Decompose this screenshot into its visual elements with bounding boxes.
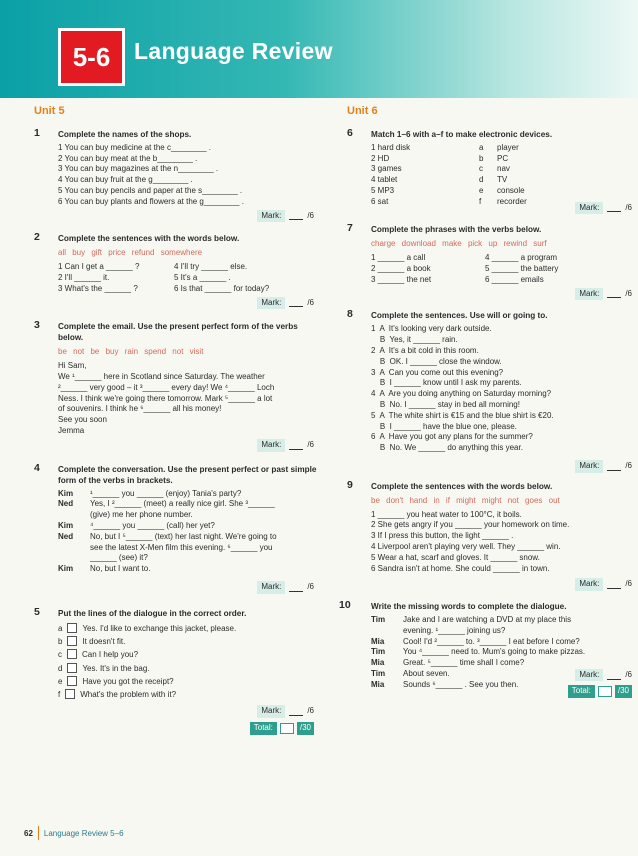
exercise-instruction: Complete the sentences. Use will or going to. <box>371 311 548 321</box>
total-input[interactable] <box>280 723 294 734</box>
mark-label: Mark: <box>575 460 603 473</box>
word-box: be don't hand in if might might not goes out <box>371 495 560 505</box>
list-item <box>34 622 324 635</box>
list-item: B No. We ______ do anything this year. <box>371 443 523 453</box>
list-item: B I ______ have the blue one, please. <box>371 421 517 431</box>
match-right: nav <box>497 164 510 174</box>
mark-row <box>347 578 632 591</box>
exercise-instruction: Complete the phrases with the verbs below. <box>371 225 542 235</box>
match-letter: e <box>479 185 484 195</box>
mark-label: Mark: <box>575 202 603 215</box>
match-letter: d <box>479 175 484 185</box>
exercise-9 <box>347 478 632 591</box>
mark-input[interactable] <box>607 580 621 589</box>
exercise-3 <box>34 321 324 451</box>
exercise-number: 6 <box>347 126 353 139</box>
list-item: 2 ______ a book <box>371 263 431 273</box>
mark-label: Mark: <box>575 288 603 301</box>
match-left: 4 tablet <box>371 175 398 185</box>
speaker: Tim <box>371 669 386 679</box>
dialogue-line: Cool! I'd ²______ to. ³______ I eat before I come? <box>403 636 580 646</box>
mark-row <box>34 439 314 452</box>
order-checkbox[interactable] <box>67 663 77 673</box>
list-item: 2 You can buy meat at the b________ . <box>58 153 198 163</box>
right-column <box>339 105 632 698</box>
sentence-grid <box>34 262 324 294</box>
item-text: Have you got the receipt? <box>82 676 174 686</box>
mark-total: /6 <box>625 579 632 589</box>
page-title: Language Review <box>134 38 333 64</box>
dialogue-line: evening. ¹______ joining us? <box>403 625 506 635</box>
mark-input[interactable] <box>607 462 621 471</box>
word-box: all buy gift price refund somewhere <box>58 248 203 258</box>
dialogue-line: Jake and I are watching a DVD at my place this <box>403 615 572 625</box>
exercise-number: 10 <box>339 599 351 612</box>
exercise-number: 5 <box>34 605 40 618</box>
exercise-number: 3 <box>34 319 40 332</box>
item-letter: d <box>58 663 63 673</box>
dialogue-line: No, but I ⁵______ (text) her last night. We're going to <box>90 531 277 541</box>
mark-row <box>347 460 632 473</box>
exercise-6 <box>347 126 632 215</box>
dialogue-line: Yes, I ²______ (meet) a really nice girl. She ³______ <box>90 499 275 509</box>
footer-divider <box>38 826 39 840</box>
list-item: 4 I'll try ______ else. <box>174 262 248 272</box>
word-box: charge download make pick up rewind surf <box>371 239 547 249</box>
mark-label: Mark: <box>257 210 285 223</box>
total-input[interactable] <box>598 686 612 697</box>
total-score <box>568 685 632 698</box>
mark-input[interactable] <box>607 671 621 680</box>
list-item: 5 You can buy pencils and paper at the s________ . <box>58 185 243 195</box>
mark-total: /6 <box>625 460 632 470</box>
list-item: 3 ______ the net <box>371 274 432 284</box>
mark-label: Mark: <box>257 581 285 594</box>
order-checkbox[interactable] <box>67 636 77 646</box>
exercise-instruction: Complete the email. Use the present perfect form of the verbs below. <box>58 322 298 343</box>
email-line: Jemma <box>58 425 85 435</box>
total-max: /30 <box>297 722 314 735</box>
total-max: /30 <box>615 685 632 698</box>
match-right: PC <box>497 153 509 163</box>
exercise-10 <box>339 599 632 698</box>
match-right: console <box>497 185 525 195</box>
speaker: Mia <box>371 679 385 689</box>
email-line: of souvenirs. I think he ⁶______ all his money! <box>58 404 222 414</box>
order-checkbox[interactable] <box>67 623 77 633</box>
mark-label: Mark: <box>257 705 285 718</box>
list-item: 3 You can buy magazines at the n________ . <box>58 164 219 174</box>
speaker: Kim <box>58 520 74 530</box>
match-letter: c <box>479 164 483 174</box>
speaker: Mia <box>371 636 385 646</box>
mark-total: /6 <box>307 706 314 716</box>
exercise-instruction: Put the lines of the dialogue in the correct order. <box>58 608 247 618</box>
speaker: Mia <box>371 658 385 668</box>
order-checkbox[interactable] <box>67 676 77 686</box>
mark-input[interactable] <box>289 583 303 592</box>
list-item: 6 A Have you got any plans for the summer? <box>371 432 533 442</box>
list-item: 2 I'll ______ it. <box>58 272 110 282</box>
speaker: Tim <box>371 615 386 625</box>
email-line: Hi Sam, <box>58 361 87 371</box>
word-box: be not be buy rain spend not visit <box>58 347 204 357</box>
exercise-5 <box>34 605 324 735</box>
mark-total: /6 <box>307 439 314 449</box>
dialogue-line: (give) me her phone number. <box>90 510 193 520</box>
exercise-4 <box>34 461 324 594</box>
item-text: Yes. I'd like to exchange this jacket, please. <box>82 623 237 633</box>
match-right: TV <box>497 175 508 185</box>
mark-label: Mark: <box>257 439 285 452</box>
exercise-7 <box>347 224 632 300</box>
list-item: 5 It's a ______ . <box>174 272 231 282</box>
list-item <box>34 635 324 648</box>
order-checkbox[interactable] <box>67 649 77 659</box>
item-text: What's the problem with it? <box>80 690 177 700</box>
page-footer <box>24 826 124 840</box>
left-column <box>34 106 324 735</box>
list-item: 4 A Are you doing anything on Saturday morning? <box>371 389 552 399</box>
page-banner <box>0 0 638 98</box>
dialogue-line: ¹______ you ______ (enjoy) Tania's party? <box>90 488 242 498</box>
list-item: B Yes, it ______ rain. <box>371 335 458 345</box>
mark-input[interactable] <box>289 298 303 307</box>
item-letter: f <box>58 690 61 700</box>
mark-row <box>34 581 314 594</box>
dialogue-line: ______ (see) it? <box>90 553 148 563</box>
dialogue-line: ⁴______ you ______ (call) her yet? <box>90 520 215 530</box>
exercise-number: 4 <box>34 461 40 474</box>
list-item: 5 A The white shirt is €15 and the blue shirt is €20. <box>371 410 554 420</box>
mark-label: Mark: <box>575 669 603 682</box>
mark-total: /6 <box>307 581 314 591</box>
list-item: 1 Can I get a ______ ? <box>58 262 140 272</box>
list-item <box>34 648 324 661</box>
footer-label: Language Review 5–6 <box>43 828 124 838</box>
list-item: 1 You can buy medicine at the c________ . <box>58 142 212 152</box>
dialogue-line: No, but I want to. <box>90 564 151 574</box>
list-item: 6 ______ emails <box>485 274 544 284</box>
list-item: 4 ______ a program <box>485 253 558 263</box>
item-text: Yes. It's in the bag. <box>82 663 150 673</box>
exercise-instruction: Complete the sentences with the words below. <box>371 481 553 491</box>
mark-total: /6 <box>625 288 632 298</box>
item-text: Can I help you? <box>82 650 139 660</box>
unit-badge: 5-6 <box>58 28 125 86</box>
match-grid <box>347 143 632 208</box>
list-item: 5 ______ the battery <box>485 263 559 273</box>
mark-input[interactable] <box>289 707 303 716</box>
unit6-title: Unit 6 <box>347 105 378 117</box>
phrase-grid <box>347 253 632 285</box>
mark-row <box>34 210 314 223</box>
list-item: 3 A Can you come out this evening? <box>371 367 504 377</box>
dialogue-line: About seven. <box>403 669 450 679</box>
match-letter: f <box>479 196 482 206</box>
exercise-number: 7 <box>347 222 353 235</box>
email-line: We ¹______ here in Scotland since Saturday. The weather <box>58 371 265 381</box>
list-item: B OK. I ______ close the window. <box>371 356 502 366</box>
speaker: Tim <box>371 647 386 657</box>
speaker: Kim <box>58 564 74 574</box>
dialogue <box>34 489 324 575</box>
list-item: 2 A It's a bit cold in this room. <box>371 345 479 355</box>
match-letter: a <box>479 142 484 152</box>
exercise-instruction: Write the missing words to complete the dialogue. <box>371 602 567 612</box>
list-item: 1 ______ a call <box>371 253 426 263</box>
speaker: Ned <box>58 499 74 509</box>
dialogue-line: Sounds ⁶______ . See you then. <box>403 679 519 689</box>
mark-total: /6 <box>625 202 632 212</box>
email-line: Ness. I think we're going there tomorrow. Mark ⁵______ a lot <box>58 393 273 403</box>
total-row <box>34 722 314 735</box>
total-label: Total: <box>250 722 277 735</box>
item-text: It doesn't fit. <box>82 637 126 646</box>
list-item <box>34 688 324 701</box>
mark-input[interactable] <box>289 441 303 450</box>
list-item: 3 If I press this button, the light ______ . <box>371 531 514 541</box>
list-item: 4 You can buy fruit at the g________ . <box>58 175 193 185</box>
list-item: B No. I ______ stay in bed all morning! <box>371 399 520 409</box>
exercise-8 <box>347 310 632 472</box>
match-right: player <box>497 142 519 152</box>
exercise-instruction: Match 1–6 with a–f to make electronic devices. <box>371 129 553 139</box>
item-letter: c <box>58 650 62 660</box>
unit5-title: Unit 5 <box>34 105 65 117</box>
list-item: 6 Is that ______ for today? <box>174 283 270 293</box>
email-line: ²______ very good – it ³______ every day! We ⁴______ Loch <box>58 382 275 392</box>
list-item: 1 ______ you heat water to 100°C, it boils. <box>371 509 522 519</box>
list-item: 2 She gets angry if you ______ your homework on time. <box>371 520 570 530</box>
speaker <box>58 510 90 521</box>
match-left: 1 hard disk <box>371 142 411 152</box>
match-left: 6 sat <box>371 196 389 206</box>
mark-input[interactable] <box>289 211 303 220</box>
list-item <box>34 675 324 688</box>
exercise-instruction: Complete the conversation. Use the present perfect or past simple form of the verbs in brackets. <box>58 464 317 485</box>
match-left: 5 MP3 <box>371 185 395 195</box>
item-letter: e <box>58 676 63 686</box>
mark-input[interactable] <box>607 289 621 298</box>
speaker <box>58 543 90 554</box>
order-checkbox[interactable] <box>65 689 75 699</box>
exercise-number: 9 <box>347 478 353 491</box>
mark-total: /6 <box>307 297 314 307</box>
exercise-instruction: Complete the names of the shops. <box>58 129 192 139</box>
dialogue-line: You ⁴______ need to. Mum's going to make pizzas. <box>403 647 586 657</box>
match-left: 3 games <box>371 164 402 174</box>
dialogue-line: Great. ⁵______ time shall I come? <box>403 658 525 668</box>
email-line: See you soon <box>58 415 107 425</box>
item-letter: a <box>58 623 63 633</box>
exercise-instruction: Complete the sentences with the words below. <box>58 234 240 244</box>
exercise-number: 8 <box>347 308 353 321</box>
speaker <box>371 626 403 637</box>
total-score <box>250 722 314 735</box>
item-letter: b <box>58 637 63 646</box>
mark-row <box>347 288 632 301</box>
list-item: B I ______ know until I ask my parents. <box>371 378 522 388</box>
match-letter: b <box>479 153 484 163</box>
dialogue-line: see the latest X-Men film this evening. ⁶______ you <box>90 542 273 552</box>
mark-label: Mark: <box>575 578 603 591</box>
list-item: 1 A It's looking very dark outside. <box>371 324 492 334</box>
speaker: Kim <box>58 488 74 498</box>
exercise-number: 1 <box>34 126 40 139</box>
mark-total: /6 <box>307 210 314 220</box>
exercise-number: 2 <box>34 231 40 244</box>
total-label: Total: <box>568 685 595 698</box>
list-item: 6 You can buy plants and flowers at the g________ . <box>58 196 244 206</box>
page-number: 62 <box>24 828 33 838</box>
exercise-1 <box>34 126 324 223</box>
mark-row <box>34 297 314 310</box>
speaker <box>58 553 90 564</box>
mark-total: /6 <box>625 669 632 679</box>
list-item: 5 Wear a hat, scarf and gloves. It ______ snow. <box>371 552 540 562</box>
match-right: recorder <box>497 196 527 206</box>
mark-label: Mark: <box>257 297 285 310</box>
list-item: 4 Liverpool aren't playing very well. They ______ win. <box>371 541 561 551</box>
speaker: Ned <box>58 531 74 541</box>
list-item: 6 Sandra isn't at home. She could ______ in town. <box>371 563 550 573</box>
exercise-2 <box>34 233 324 309</box>
list-item <box>34 662 324 675</box>
mark-input[interactable] <box>607 203 621 212</box>
list-item: 3 What's the ______ ? <box>58 283 138 293</box>
mark-row <box>34 705 314 718</box>
match-left: 2 HD <box>371 153 390 163</box>
